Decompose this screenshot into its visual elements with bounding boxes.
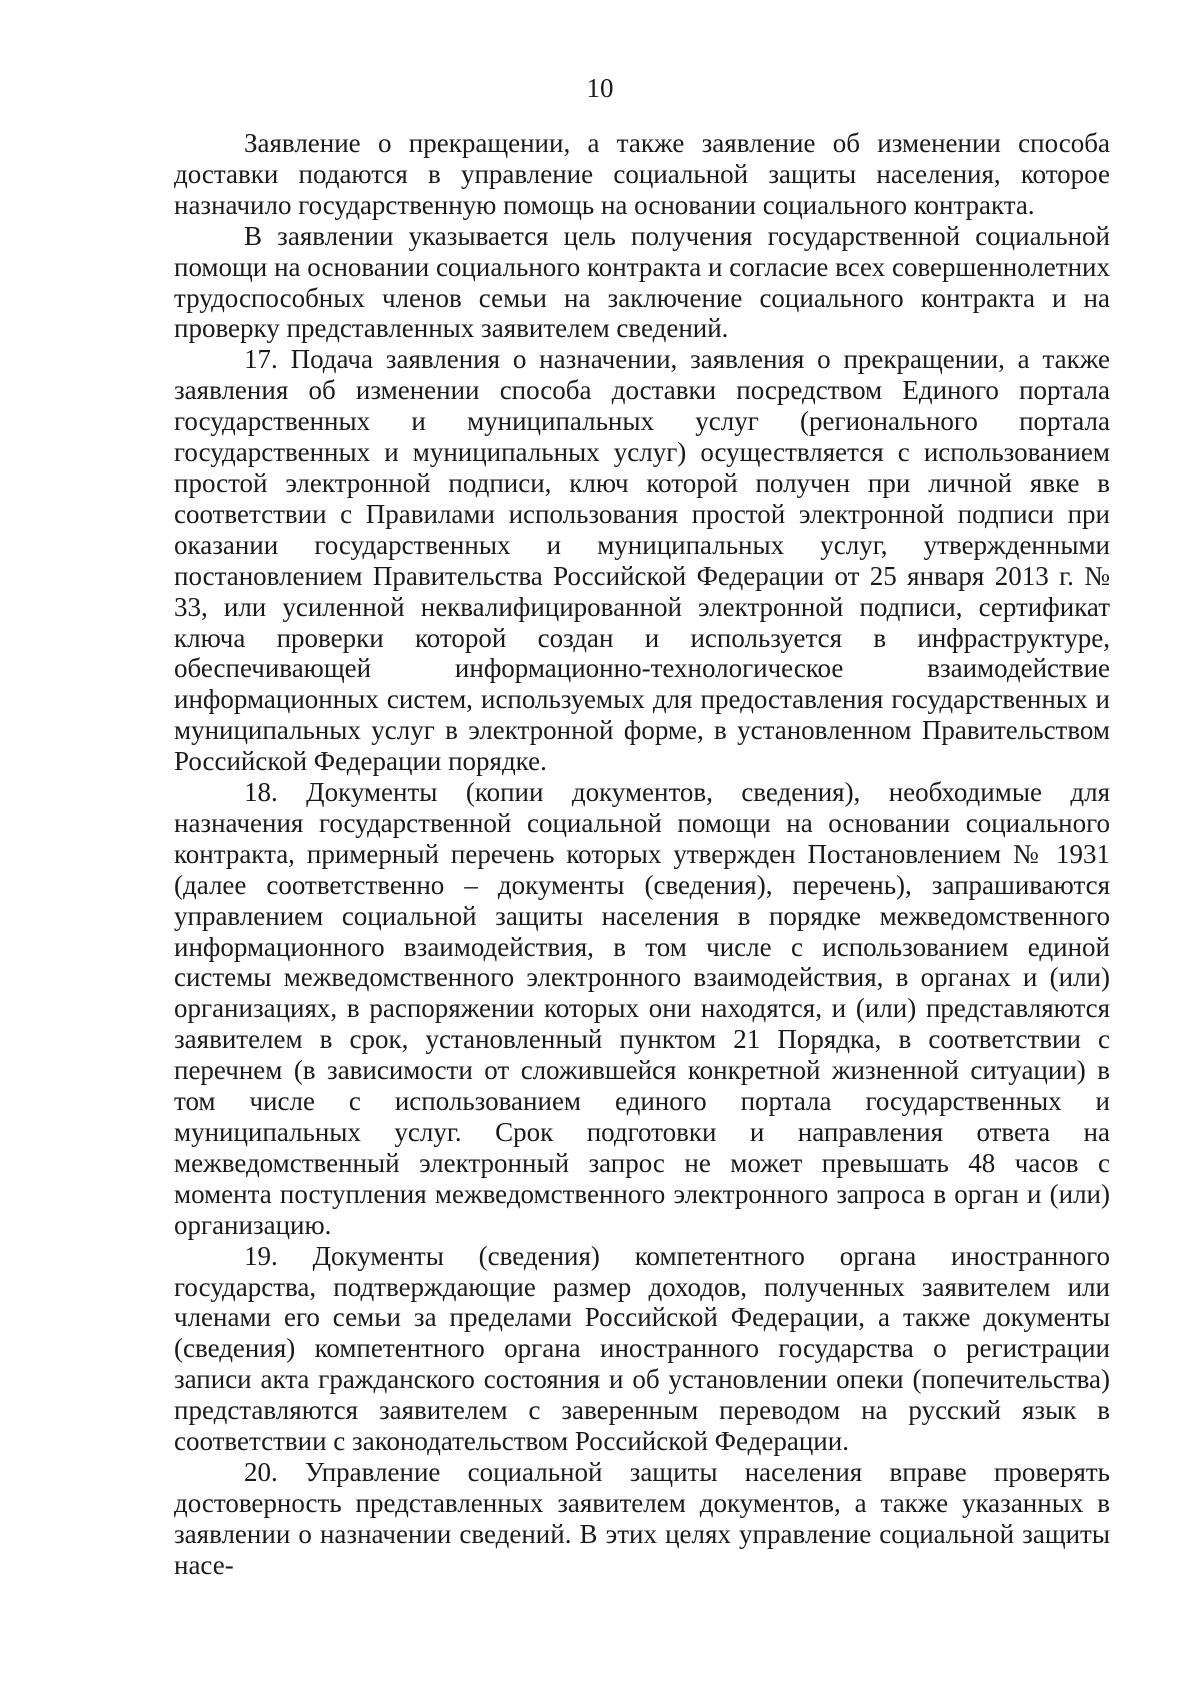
page-number: 10 bbox=[586, 73, 614, 103]
document-body bbox=[174, 128, 1110, 1581]
paragraph-19-foreign-documents: 19. Документы (сведения) компетентного органа иностранного государства, подтверждающие размер доходов, полученных заявителем или членами его семьи за пределами Российской Федерации, а также документы (сведения) компетентного органа иностранного государства о регистрации записи акта гражданского состояния и об установлении опеки (попечительства) представляются заявителем с заверенным переводом на русский язык в соответствии с законодательством Российской Федерации. bbox=[174, 1240, 1110, 1457]
paragraph-application-purpose: В заявлении указывается цель получения государственной социальной помощи на основании социального контракта и согласие всех совершеннолетних трудоспособных членов семьи на заключение социального контракта и на проверку представленных заявителем сведений. bbox=[174, 220, 1110, 344]
paragraph-17-electronic-signature: 17. Подача заявления о назначении, заявления о прекращении, а также заявления об изменении способа доставки посредством Единого портала государственных и муниципальных услуг (регионального портала государственных и муниципальных услуг) осуществляется с использованием простой электронной подписи, ключ которой получен при личной явке в соответствии с Правилами использования простой электронной подписи при оказании государственных и муниципальных услуг, утвержденными постановлением Правительства Российской Федерации от 25 января 2013 г. № 33, или усиленной неквалифицированной электронной подписи, сертификат ключа проверки которой создан и используется в инфраструктуре, обеспечивающей информационно-технологическое взаимодействие информационных систем, используемых для предоставления государственных и муниципальных услуг в электронной форме, в установленном Правительством Российской Федерации порядке. bbox=[174, 344, 1110, 777]
paragraph-18-documents-request: 18. Документы (копии документов, сведения), необходимые для назначения государственной социальной помощи на основании социального контракта, примерный перечень которых утвержден Постановлением № 1931 (далее соответственно – документы (сведения), перечень), запрашиваются управлением социальной защиты населения в порядке межведомственного информационного взаимодействия, в том числе с использованием единой системы межведомственного электронного взаимодействия, в органах и (или) организациях, в распоряжении которых они находятся, и (или) представляются заявителем в срок, установленный пунктом 21 Порядка, в соответствии с перечнем (в зависимости от сложившейся конкретной жизненной ситуации) в том числе с использованием единого портала государственных и муниципальных услуг. Срок подготовки и направления ответа на межведомственный электронный запрос не может превышать 48 часов с момента поступления межведомственного электронного запроса в орган и (или) организацию. bbox=[174, 777, 1110, 1240]
paragraph-20-verification: 20. Управление социальной защиты населения вправе проверять достоверность представленных заявителем документов, а также указанных в заявлении о назначении сведений. В этих целях управление социальной защиты насе- bbox=[174, 1456, 1110, 1580]
paragraph-application-termination: Заявление о прекращении, а также заявление об изменении способа доставки подаются в управление социальной защиты населения, которое назначило государственную помощь на основании социального контракта. bbox=[174, 128, 1110, 220]
